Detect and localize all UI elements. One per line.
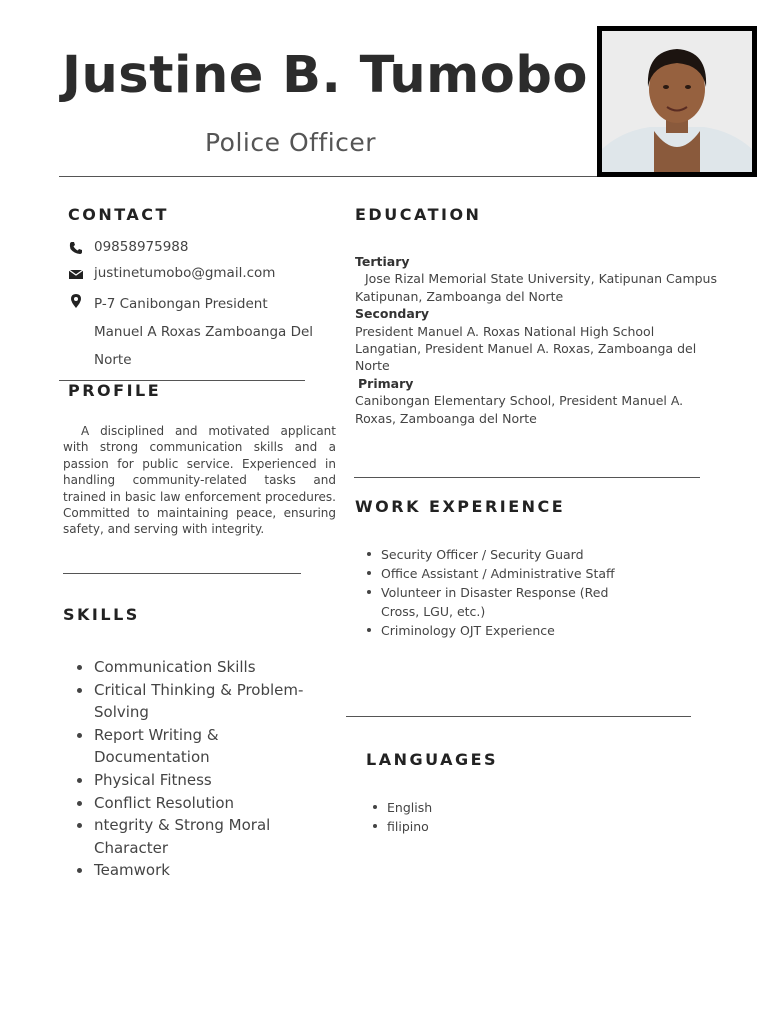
work-heading: WORK EXPERIENCE <box>355 497 566 516</box>
skill-item: Communication Skills <box>94 656 334 679</box>
education-heading: EDUCATION <box>355 205 482 224</box>
email-address: justinetumobo@gmail.com <box>94 265 276 281</box>
work-divider <box>346 716 691 717</box>
profile-heading: PROFILE <box>68 381 162 400</box>
skill-item: ntegrity & Strong Moral Character <box>94 814 334 859</box>
languages-heading: LANGUAGES <box>366 750 499 769</box>
skill-item: Teamwork <box>94 859 334 882</box>
skills-list <box>94 656 334 882</box>
location-pin-icon <box>68 293 84 309</box>
phone-number: 09858975988 <box>94 239 189 255</box>
skill-item: Physical Fitness <box>94 769 334 792</box>
profile-divider <box>63 573 301 574</box>
header-divider <box>59 176 599 177</box>
address-line: P-7 Canibongan President <box>94 296 268 312</box>
work-item: Security Officer / Security Guard <box>381 545 621 564</box>
work-experience-list <box>381 545 621 640</box>
work-item: Criminology OJT Experience <box>381 621 621 640</box>
work-item: Office Assistant / Administrative Staff <box>381 564 621 583</box>
languages-list <box>387 798 587 836</box>
phone-icon <box>68 240 84 256</box>
contact-heading: CONTACT <box>68 205 169 224</box>
address-line: Manuel A Roxas Zamboanga Del <box>94 324 314 340</box>
work-item: Volunteer in Disaster Response (Red Cross, LGU, etc.) <box>381 583 621 621</box>
education-primary-label: Primary <box>358 375 414 391</box>
education-secondary-school: President Manuel A. Roxas National High School Langatian, President Manuel A. Roxas, Zamboanga del Norte <box>355 323 697 374</box>
profile-summary: A disciplined and motivated applicant with strong communication skills and a passion for public service. Experienced in handling community-related tasks and trained in basic law enforcement procedures. Committed to maintaining peace, ensuring safety, and serving with integrity. <box>63 424 336 537</box>
contact-address <box>94 290 334 374</box>
profile-photo <box>597 26 757 177</box>
language-item: filipino <box>387 817 587 836</box>
education-section <box>355 253 717 427</box>
job-title: Police Officer <box>205 128 377 157</box>
contact-phone <box>68 239 188 256</box>
portrait-illustration <box>602 31 752 172</box>
contact-address-icon-row <box>68 292 94 309</box>
skill-item: Conflict Resolution <box>94 792 334 815</box>
skill-item: Critical Thinking & Problem-Solving <box>94 679 334 724</box>
contact-email <box>68 265 275 282</box>
education-tertiary-school: Jose Rizal Memorial State University, Katipunan Campus Katipunan, Zamboanga del Norte <box>355 271 717 304</box>
mail-icon <box>68 266 84 282</box>
education-secondary-label: Secondary <box>355 306 430 322</box>
resume-name: Justine B. Tumobo <box>62 46 588 105</box>
skill-item: Report Writing & Documentation <box>94 724 334 769</box>
skills-heading: SKILLS <box>63 605 140 624</box>
education-tertiary-label: Tertiary <box>355 254 410 269</box>
language-item: English <box>387 798 587 817</box>
address-line: Norte <box>94 352 132 368</box>
education-primary-school: Canibongan Elementary School, President Manuel A. Roxas, Zamboanga del Norte <box>355 393 684 426</box>
education-divider <box>354 477 700 478</box>
